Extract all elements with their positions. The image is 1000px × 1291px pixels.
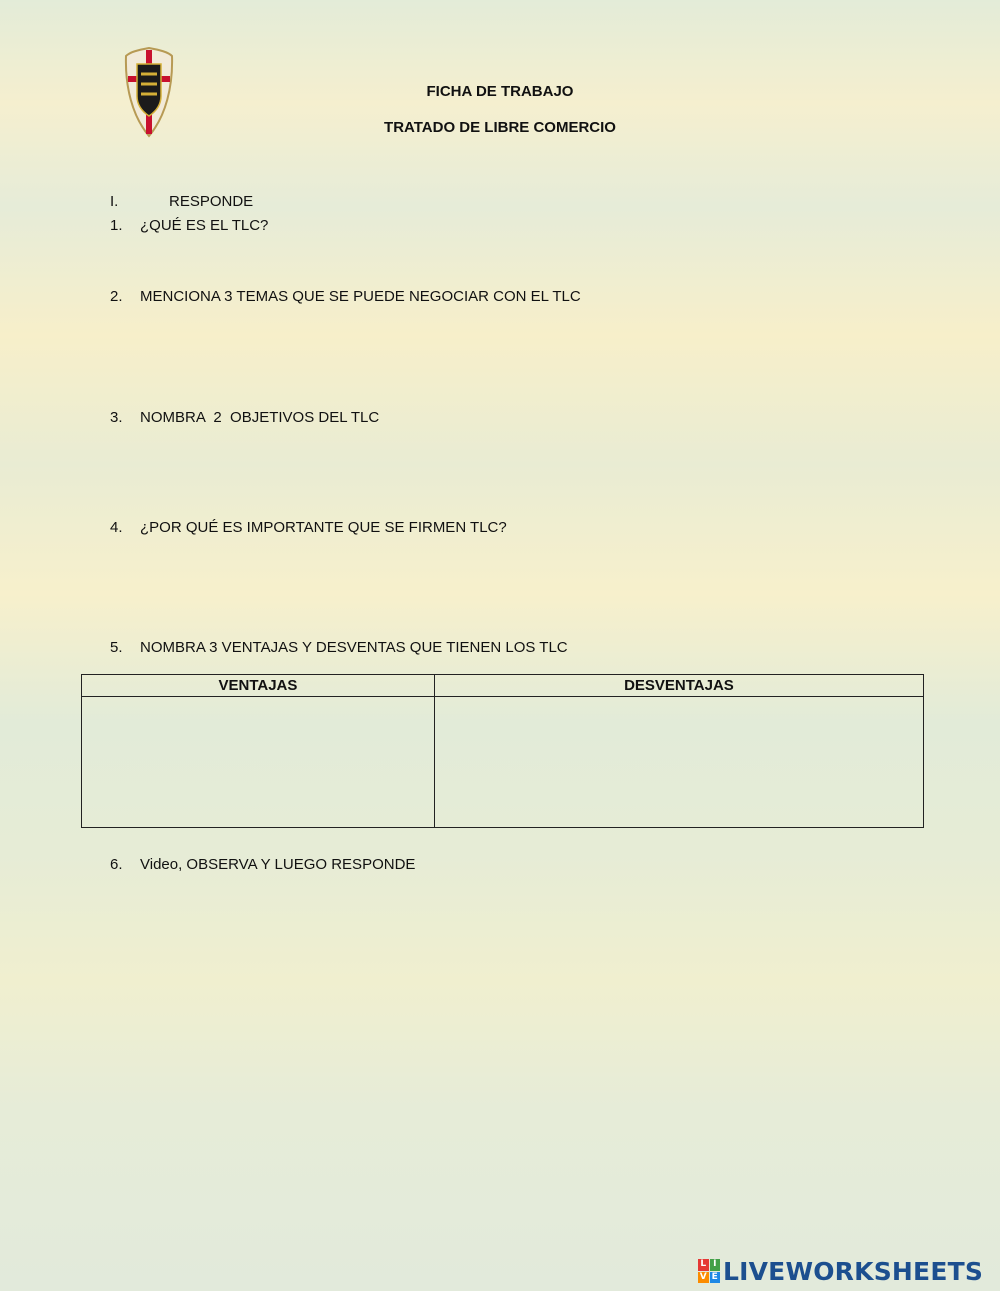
ventajas-header: VENTAJAS (82, 675, 435, 697)
brand-mark-letter: E (710, 1272, 721, 1284)
advantages-disadvantages-table (81, 674, 924, 828)
brand-mark-letter: V (699, 1271, 707, 1282)
question-text: ¿QUÉ ES EL TLC? (140, 217, 269, 234)
section-label: RESPONDE (169, 193, 254, 210)
question-text: MENCIONA 3 TEMAS QUE SE PUEDE NEGOCIAR CON EL TLC (140, 288, 581, 305)
live-logo-icon (698, 1259, 720, 1283)
question-number: 1. (110, 217, 123, 234)
question-number: 4. (110, 519, 123, 536)
section-numeral: I. (110, 193, 119, 210)
liveworksheets-brand (698, 1256, 983, 1286)
question-text: NOMBRA 2 OBJETIVOS DEL TLC (140, 409, 380, 426)
question-number: 5. (110, 639, 123, 656)
desventajas-answer-cell[interactable] (434, 697, 923, 828)
question-number: 2. (110, 288, 123, 305)
ventajas-answer-cell[interactable] (82, 697, 435, 828)
worksheet-subtitle: TRATADO DE LIBRE COMERCIO (384, 119, 616, 136)
question-text: ¿POR QUÉ ES IMPORTANTE QUE SE FIRMEN TLC? (140, 519, 507, 536)
question-text: NOMBRA 3 VENTAJAS Y DESVENTAS QUE TIENEN LOS TLC (140, 639, 568, 656)
question-text: Video, OBSERVA Y LUEGO RESPONDE (140, 856, 416, 873)
desventajas-header: DESVENTAJAS (434, 675, 923, 697)
question-number: 3. (110, 409, 123, 426)
brand-mark-letter: L (698, 1259, 709, 1271)
worksheet-title: FICHA DE TRABAJO (426, 83, 574, 100)
brand-name: LIVEWORKSHEETS (723, 1256, 984, 1286)
question-number: 6. (110, 856, 123, 873)
brand-mark-letter: I (710, 1259, 721, 1271)
